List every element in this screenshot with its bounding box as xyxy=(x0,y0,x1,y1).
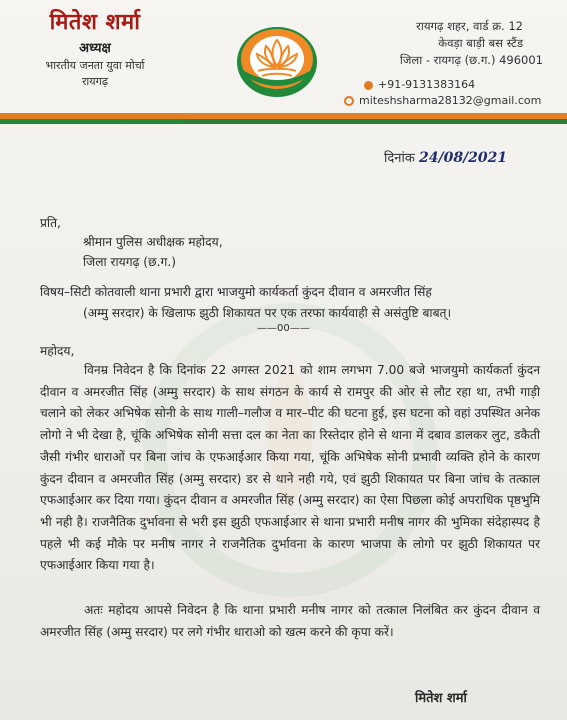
signature-name: मितेश शर्मा xyxy=(415,691,467,706)
body-paragraph-1: विनम्र निवेदन है कि दिनांक 22 अगस्त 2021 को शाम लगभग 7.00 बजे भाजयुमो कार्यकर्ता कुंदन दीवान व अमरजीत सिंह (अम्मु सरदार) के साथ संगठन के कार्य से रामपुर की ओर से लौट रहा था, तभी गाड़ी चलाने को लेकर अभिषेक सोनी के साथ गाली–गलौज व मार–पीट की घटना हुई, इस घटना को वहां उपस्थित अनेक लोगो ने भी देखा है, चूंकि अभिषेक सोनी सत्ता दल का नेता का रिस्तेदार होने से थाना में दबाव डालकर लुट, डकैती जैसी गंभीर धाराओं पर बिना जांच के एफआईआर किया गया, चूंकि अभिषेक सोनी प्रभावी व्यक्ति होने के कारण कुंदन दीवान व अमरजीत सिंह (अम्मु सरदार) डर से थाने नही गये, एवं झुठी शिकायत पर बिना जांच के तत्काल एफआईआर कर दिया गया। कुंदन दीवान व अमरजीत सिंह (अम्मु सरदार) का ऐसा पिछला कोई अपराधिक पृष्ठभुमि भी नही है। राजनैतिक दुर्भावना से भरी इस झुठी एफआईआर से थाना प्रभारी मनीष नागर की भुमिका संदेहास्पद है पहले भी कई मौके पर मनीष नागर ने राजनैतिक दुर्भावना के कारण भाजपा के लोगो पर झुठी शिकायत पर एफआईआर किया गया है। xyxy=(40,363,540,573)
salutation: महोदय, xyxy=(40,344,75,358)
sender-name: मितेश शर्मा xyxy=(49,10,141,35)
sender-role: अध्यक्ष xyxy=(79,41,111,56)
address-line-3: जिला - रायगढ़ (छ.ग.) 496001 xyxy=(399,53,543,67)
header-divider-green xyxy=(0,119,567,124)
body-paragraph-2: अतः महोदय आपसे निवेदन है कि थाना प्रभारी मनीष नागर को तत्काल निलंबित कर कुंदन दीवान व अमरजीत सिंह (अम्मु सरदार) पर लगे गंभीर धाराओ को खत्म करने की कृपा करें। xyxy=(40,603,540,639)
to-label: प्रति, xyxy=(40,216,61,230)
email-contact xyxy=(344,94,541,107)
recipient-line-1: श्रीमान पुलिस अधीक्षक महोदय, xyxy=(83,235,223,249)
sender-city: रायगढ़ xyxy=(81,75,109,88)
sender-block xyxy=(10,10,180,89)
phone-number: +91-9131383164 xyxy=(378,78,476,91)
phone-icon xyxy=(364,81,373,90)
date-label: दिनांक xyxy=(384,151,415,166)
address-line-1: रायगढ़ शहर, वार्ड क्र. 12 xyxy=(416,19,523,33)
letter-date xyxy=(384,148,507,166)
phone-contact xyxy=(364,78,475,91)
sender-organization: भारतीय जनता युवा मोर्चा xyxy=(45,59,145,72)
address-line-2: केवड़ा बाड़ी बस स्टैंड xyxy=(438,36,523,50)
email-icon xyxy=(344,96,354,106)
address-block xyxy=(348,18,563,69)
lotus-logo-icon xyxy=(236,26,318,98)
date-value: 24/08/2021 xyxy=(418,150,508,166)
separator: ——00—— xyxy=(257,323,310,334)
subject-line-1: विषय–सिटी कोतवाली थाना प्रभारी द्वारा भाजयुमो कार्यकर्ता कुंदन दीवान व अमरजीत सिंह xyxy=(40,285,432,299)
subject-line-2: (अम्मु सरदार) के खिलाफ झुठी शिकायत पर एक तरफा कार्यवाही से असंतुष्टि बाबत्। xyxy=(83,306,452,320)
recipient-line-2: जिला रायगढ़ (छ.ग.) xyxy=(83,255,176,269)
email-address: miteshsharma28132@gmail.com xyxy=(359,94,542,107)
